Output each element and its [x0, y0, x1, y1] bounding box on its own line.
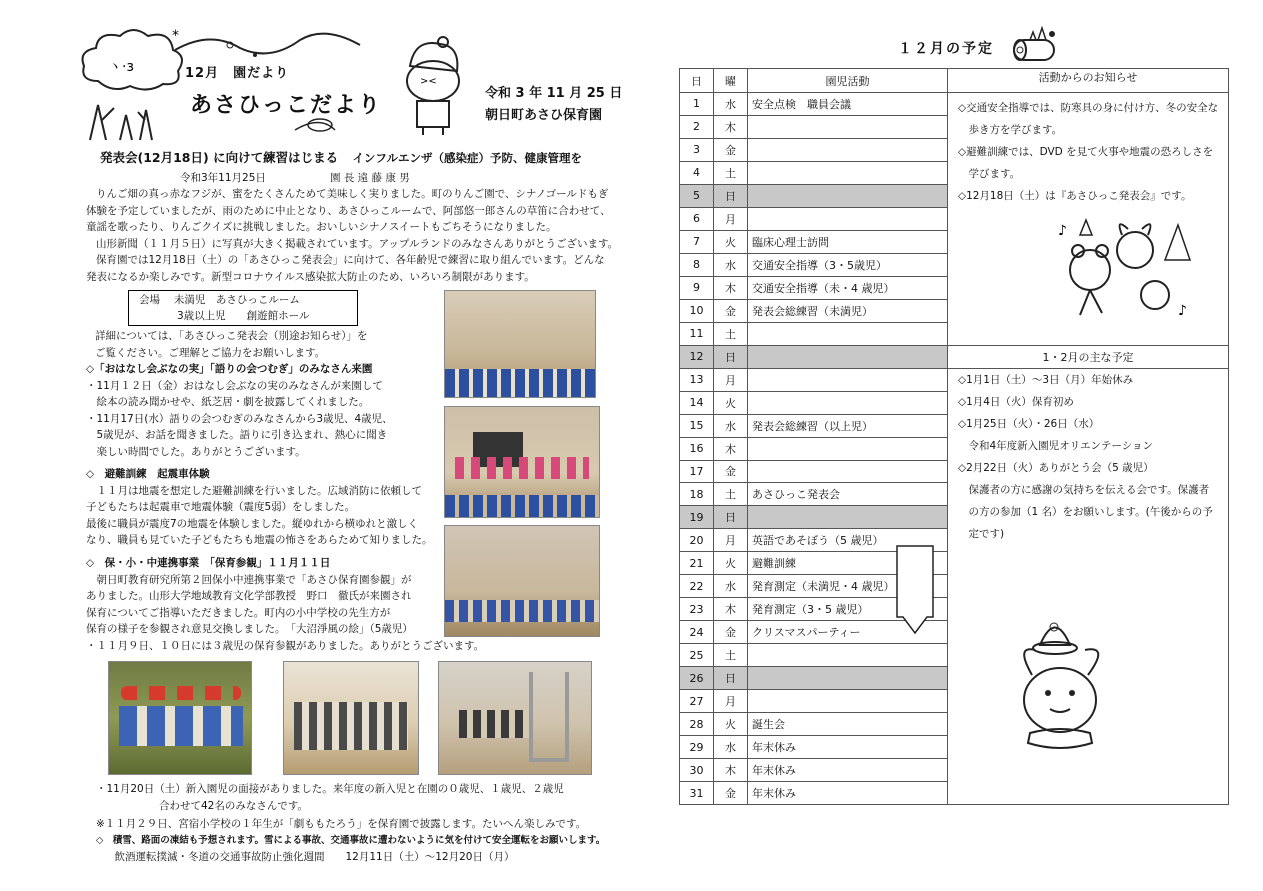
section-line: 絵本の読み聞かせや、紙芝居・劇を披露してくれました。	[86, 396, 370, 408]
section-line: 朝日町教育研究所第２回保小中連携事業で「あさひ保育園参観」が	[86, 573, 412, 586]
headline-main: 発表会(12月18日) に向けて練習はじまる	[100, 150, 339, 165]
section-storytelling	[86, 361, 393, 460]
organization-name: 朝日町あさひ保育園	[485, 108, 603, 123]
paragraph-line: 童謡を歌ったり、りんごクイズに挑戦しました。おいしいシナノスイートもごちそうになりました。	[86, 221, 557, 233]
activity-cell: 発表会総練習（以上児）	[748, 414, 948, 437]
notice-line: の方の参加（1 名）をお願いします。(午後からの予	[958, 505, 1213, 518]
weekday-cell: 日	[714, 667, 748, 690]
day-cell: 29	[680, 736, 714, 759]
activity-cell	[748, 437, 948, 460]
footer-line: ・11月20日（土）新入園児の面接がありました。来年度の新入児と在園の０歳児、１歳児、２歳児	[96, 783, 564, 795]
weekday-cell: 水	[714, 93, 748, 116]
activity-cell	[748, 391, 948, 414]
weekday-cell: 日	[714, 345, 748, 368]
footer-line: 飲酒運転撲滅・冬道の交通事故防止強化週間 12月11日（土）～12月20日（月）	[104, 851, 515, 863]
photo-children-outdoors	[108, 661, 252, 775]
weekday-cell: 月	[714, 368, 748, 391]
weekday-cell: 木	[714, 598, 748, 621]
activity-cell: 英語であそぼう（5 歳児）	[748, 529, 948, 552]
day-cell: 23	[680, 598, 714, 621]
activity-cell: 避難訓練	[748, 552, 948, 575]
day-cell: 8	[680, 253, 714, 276]
schedule-row	[680, 345, 1229, 368]
activity-cell: 安全点検 職員会議	[748, 93, 948, 116]
activity-cell: クリスマスパーティー	[748, 621, 948, 644]
details-text	[95, 328, 367, 361]
weekday-cell: 木	[714, 276, 748, 299]
weekday-cell: 木	[714, 759, 748, 782]
svg-text:><: ><	[420, 76, 437, 87]
col-header-day: 日	[680, 69, 714, 93]
weekday-cell: 火	[714, 391, 748, 414]
section-line: なり、職員も見ていた子どもたちも地震の怖さをあらためて知りました。	[86, 534, 433, 546]
venue-box	[128, 290, 358, 326]
weekday-cell: 土	[714, 644, 748, 667]
notice-line: ◇1月4日（火）保育初め	[958, 395, 1074, 408]
activity-cell: 発育測定（3・5 歳児）	[748, 598, 948, 621]
notice-line: 定です)	[958, 527, 1005, 540]
dancing-animals-icon	[1050, 215, 1200, 325]
day-cell: 19	[680, 506, 714, 529]
col-header-activity: 園児活動	[748, 69, 948, 93]
day-cell: 3	[680, 138, 714, 161]
weekday-cell: 金	[714, 299, 748, 322]
notice-line: ◇交通安全指導では、防寒具の身に付け方、冬の安全な	[958, 102, 1219, 114]
day-cell: 16	[680, 437, 714, 460]
section-line: ありました。山形大学地域教育文化学部教授 野口 徹氏が来園され	[86, 590, 412, 602]
day-cell: 4	[680, 161, 714, 184]
paragraph-line: 発表になるか楽しみです。新型コロナウイルス感染拡大防止のため、いろいろ制限があります。	[86, 270, 535, 283]
activity-cell	[748, 460, 948, 483]
weekday-cell: 金	[714, 460, 748, 483]
activity-cell: 発表会総練習（未満児）	[748, 299, 948, 322]
activity-cell	[748, 690, 948, 713]
activity-cell: 誕生会	[748, 713, 948, 736]
weekday-cell: 金	[714, 621, 748, 644]
paragraph-line: りんご畑の真っ赤なフジが、蜜をたくさんためて美味しく実りました。町のりんご園で、シナノゴールドもぎ	[96, 188, 609, 200]
weekday-cell: 水	[714, 575, 748, 598]
schedule-table	[679, 68, 1229, 805]
svg-text:*: *	[172, 28, 179, 44]
notice-line: 歩き方を学びます。	[958, 124, 1063, 136]
svg-text:♪: ♪	[1178, 303, 1187, 319]
section-line: 最後に職員が震度7の地震を体験しました。縦ゆれから横ゆれと激しく	[86, 517, 419, 530]
weekday-cell: 火	[714, 230, 748, 253]
weekday-cell: 日	[714, 184, 748, 207]
day-cell: 12	[680, 345, 714, 368]
jan-feb-heading: 1・2月の主な予定	[948, 345, 1229, 368]
weekday-cell: 月	[714, 207, 748, 230]
weekday-cell: 金	[714, 138, 748, 161]
day-cell: 11	[680, 322, 714, 345]
section-line: 保育の様子を参観され意見交換しました。 「大沼淨風の絵」（5歳児）	[86, 623, 413, 635]
photo-observation	[444, 525, 600, 637]
activity-cell: 臨床心理士訪問	[748, 230, 948, 253]
newsletter-month-label: 12月 園だより	[185, 66, 290, 81]
section-heading: ◇「おはなし会ぶなの実」「語りの会つむぎ」のみなさん来園	[86, 363, 373, 375]
weekday-cell: 木	[714, 115, 748, 138]
intro-paragraphs	[86, 186, 618, 285]
weekday-cell: 木	[714, 437, 748, 460]
notice-line: ◇1月1日（土）～3日（月）年始休み	[958, 373, 1134, 386]
weekday-cell: 月	[714, 529, 748, 552]
svg-text:♪: ♪	[1058, 223, 1067, 239]
day-cell: 30	[680, 759, 714, 782]
bunny-with-mochi-icon	[1010, 605, 1120, 765]
notice-line: ◇避難訓練では、DVD を見て火事や地震の恐ろしさを	[958, 146, 1214, 158]
photo-storytelling	[444, 290, 596, 398]
section-line: 5歳児が、お話を聞きました。語りに引き込まれ、熱心に聞き	[86, 429, 388, 441]
section-line: １１月は地震を想定した避難訓練を行いました。広域消防に依頼して	[86, 484, 422, 497]
photo-climbing-frame	[438, 661, 592, 775]
activity-cell: 年末休み	[748, 759, 948, 782]
activity-cell	[748, 138, 948, 161]
activity-cell	[748, 667, 948, 690]
day-cell: 21	[680, 552, 714, 575]
notice-line: ◇2月22日（火）ありがとう会（5 歳児）	[958, 461, 1154, 474]
weekday-cell: 土	[714, 161, 748, 184]
activity-cell	[748, 345, 948, 368]
section-evacuation-drill	[86, 466, 433, 549]
activity-cell	[748, 161, 948, 184]
christmas-cake-icon	[1008, 24, 1060, 66]
details-line: 詳細については、「あさひっこ発表会（別途お知らせ）」を	[95, 330, 368, 342]
notice-line: 令和4年度新入園児オリエンテーション	[958, 439, 1154, 452]
activity-cell	[748, 115, 948, 138]
day-cell: 20	[680, 529, 714, 552]
section-line: ・１１月９日、１０日には３歳児の保育参観がありました。ありがとうございます。	[86, 639, 485, 652]
day-cell: 15	[680, 414, 714, 437]
headline	[100, 148, 582, 166]
svg-text:ヽ·з: ヽ·з	[108, 59, 134, 75]
issue-date: 令和 3 年 11 月 25 日	[485, 86, 623, 101]
child-with-hat-icon	[385, 36, 480, 136]
paragraph-line: 体験を予定していましたが、雨のために中止となり、あさひっこルームで、阿部悠一郎さんの草笛に合わせて、	[86, 204, 611, 217]
col-header-weekday: 曜	[714, 69, 748, 93]
weekday-cell: 火	[714, 713, 748, 736]
notice-line: ◇12月18日（土）は『あさひっこ発表会』です。	[958, 190, 1192, 202]
activity-cell	[748, 368, 948, 391]
section-line: 子どもたちは起震車で地震体験（震度5弱）をしました。	[86, 501, 356, 513]
signature-date: 令和3年11月25日	[180, 172, 266, 184]
section-line: ・11月１２日（金）おはなし会ぶなの実のみなさんが来園して	[86, 379, 383, 392]
day-cell: 24	[680, 621, 714, 644]
activity-cell	[748, 644, 948, 667]
schedule-title: １２月の予定	[898, 41, 994, 57]
weekday-cell: 水	[714, 253, 748, 276]
activity-cell	[748, 207, 948, 230]
weekday-cell: 月	[714, 690, 748, 713]
day-cell: 17	[680, 460, 714, 483]
headline-sub: インフルエンザ（感染症）予防、健康管理を	[352, 151, 582, 165]
notice-line: ◇1月25日（火）・26日（水）	[958, 417, 1100, 430]
section-line: ・11月17日(水）語りの会つむぎのみなさんから3歳児、4歳児、	[86, 412, 393, 425]
activity-cell	[748, 184, 948, 207]
header-decoration-icon	[80, 20, 400, 145]
footer-line: ◇ 積雪、路面の凍結も予想されます。雪による事故、交通事故に遭わないように気を付けて安全運転をお願いします。	[96, 834, 606, 846]
schedule-body	[680, 93, 1229, 805]
day-cell: 22	[680, 575, 714, 598]
newsletter-title: あさひっこだより	[190, 93, 383, 118]
section-heading: ◇ 保・小・中連携事業 「保育参観」１１月１１日	[86, 557, 331, 569]
section-line: 楽しい時間でした。ありがとうございます。	[86, 445, 306, 458]
photo-classroom-parents	[283, 661, 419, 775]
weekday-cell: 水	[714, 414, 748, 437]
activity-cell: 交通安全指導（3・5歳児）	[748, 253, 948, 276]
section-observation	[86, 555, 484, 654]
day-cell: 26	[680, 667, 714, 690]
weekday-cell: 水	[714, 736, 748, 759]
schedule-header-row	[680, 69, 1229, 93]
day-cell: 25	[680, 644, 714, 667]
activity-cell: 交通安全指導（未・4 歳児）	[748, 276, 948, 299]
weekday-cell: 金	[714, 782, 748, 805]
day-cell: 31	[680, 782, 714, 805]
activity-cell: 年末休み	[748, 782, 948, 805]
weekday-cell: 土	[714, 322, 748, 345]
activity-cell: あさひっこ発表会	[748, 483, 948, 506]
schedule-row	[680, 368, 1229, 391]
venue-line: 3歳以上児 創遊館ホール	[177, 310, 310, 322]
footer-line: ※１１月２９日、宮宿小学校の１年生が「劇ももたろう」を保育園で披露します。たいへん楽しみです。	[96, 818, 587, 830]
day-cell: 1	[680, 93, 714, 116]
activity-cell	[748, 506, 948, 529]
day-cell: 9	[680, 276, 714, 299]
photo-storyteller-group	[444, 406, 600, 518]
footer-interview	[96, 781, 564, 814]
day-cell: 13	[680, 368, 714, 391]
notice-line: 学びます。	[958, 168, 1021, 180]
notice-line: 保護者の方に感謝の気持ちを伝える会です。保護者	[958, 483, 1210, 496]
paragraph-line: 山形新聞（１１月５日）に写真が大きく掲載されています。アップルランドのみなさんありがとうございます。	[96, 237, 619, 250]
activity-cell	[748, 322, 948, 345]
section-line: 保育についてご指導いただきました。町内の小中学校の先生方が	[86, 606, 391, 619]
paragraph-line: 保育園では12月18日（土）の「あさひっこ発表会」に向けて、各年齢児で練習に取り組んでいます。どんな	[96, 254, 605, 266]
col-header-notice: 活動からのお知らせ	[948, 69, 1229, 93]
footer-notes	[96, 816, 605, 866]
schedule-row	[680, 93, 1229, 116]
activity-cell: 年末休み	[748, 736, 948, 759]
section-heading: ◇ 避難訓練 起震車体験	[86, 468, 210, 480]
day-cell: 27	[680, 690, 714, 713]
day-cell: 5	[680, 184, 714, 207]
footer-line: 合わせて42名のみなさんです。	[96, 799, 309, 812]
weekday-cell: 土	[714, 483, 748, 506]
day-cell: 6	[680, 207, 714, 230]
weekday-cell: 火	[714, 552, 748, 575]
day-cell: 7	[680, 230, 714, 253]
details-line: ご覧ください。ご理解とご協力をお願いします。	[95, 346, 326, 359]
day-cell: 18	[680, 483, 714, 506]
down-arrow-icon	[895, 545, 935, 635]
day-cell: 10	[680, 299, 714, 322]
weekday-cell: 日	[714, 506, 748, 529]
signature-principal: 園 長 遠 藤 康 男	[330, 172, 410, 184]
venue-line: 会場 未満児 あさひっこルーム	[139, 294, 300, 306]
activity-cell: 発育測定（未満児・4 歳児）	[748, 575, 948, 598]
day-cell: 2	[680, 115, 714, 138]
day-cell: 28	[680, 713, 714, 736]
day-cell: 14	[680, 391, 714, 414]
